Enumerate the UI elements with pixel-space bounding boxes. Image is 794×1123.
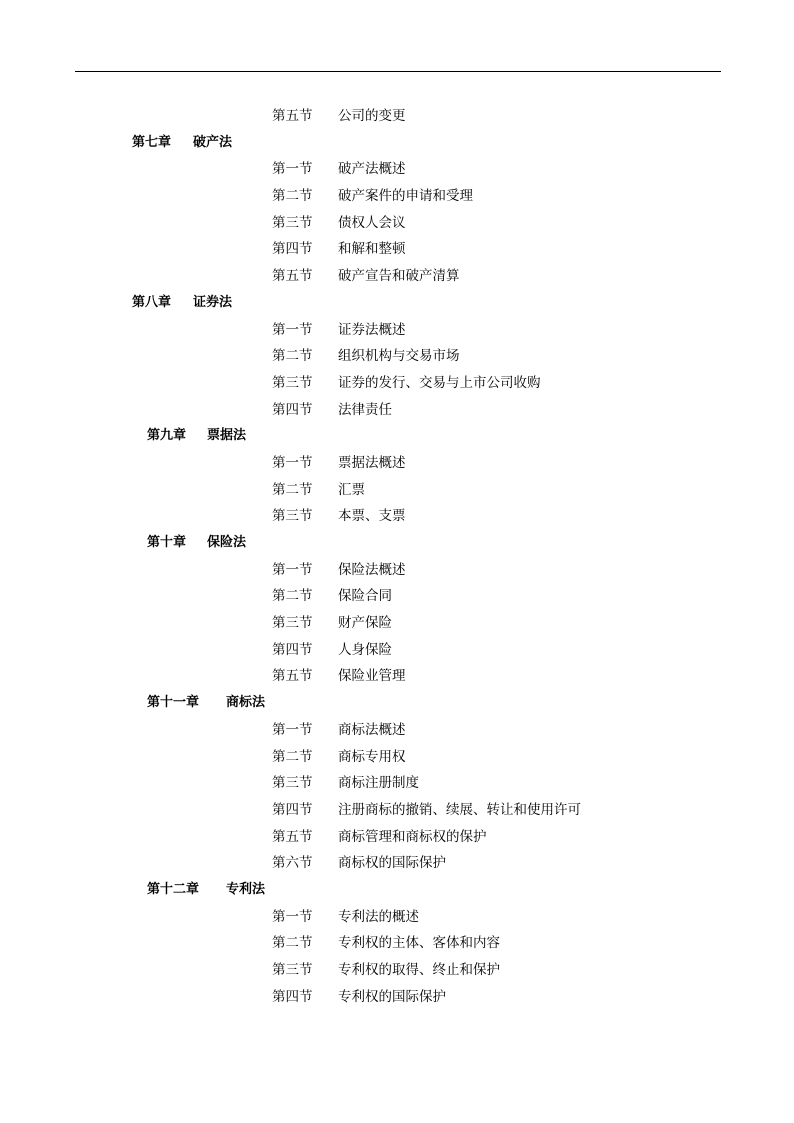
section-number: 第三节 [272, 615, 313, 632]
section-title: 破产案件的申请和受理 [338, 188, 473, 205]
chapter-title: 票据法 [207, 428, 247, 444]
chapter-number: 第八章 [132, 294, 172, 310]
section-number: 第二节 [272, 348, 313, 365]
chapter-heading [0, 421, 794, 448]
section-entry [0, 581, 794, 608]
section-title: 保险合同 [338, 588, 392, 605]
section-entry [0, 795, 794, 822]
section-entry [0, 715, 794, 742]
section-title: 证券法概述 [338, 321, 406, 338]
section-number: 第四节 [272, 988, 313, 1005]
section-entry [0, 181, 794, 208]
section-number: 第一节 [272, 721, 313, 738]
section-entry [0, 448, 794, 475]
section-entry [0, 234, 794, 261]
section-entry [0, 475, 794, 502]
chapter-title: 保险法 [207, 535, 247, 550]
section-title: 专利权的主体、客体和内容 [338, 935, 500, 952]
section-number: 第四节 [272, 241, 313, 258]
section-entry [0, 982, 794, 1009]
section-title: 商标专用权 [338, 748, 406, 765]
section-title: 专利权的取得、终止和保护 [338, 962, 500, 978]
section-number: 第二节 [272, 748, 313, 765]
section-title: 票据法概述 [338, 454, 406, 471]
chapter-title: 证券法 [193, 294, 233, 310]
chapter-title: 商标法 [226, 695, 266, 711]
chapter-heading [0, 128, 794, 155]
chapter-number: 第十二章 [147, 881, 200, 897]
section-number: 第五节 [272, 828, 313, 845]
section-number: 第二节 [272, 188, 313, 205]
chapter-title: 专利法 [226, 881, 266, 897]
section-number: 第五节 [272, 108, 313, 124]
section-title: 公司的变更 [338, 108, 406, 124]
section-number: 第三节 [272, 508, 313, 525]
chapter-heading [0, 528, 794, 555]
section-entry [0, 555, 794, 582]
chapter-number: 第十章 [147, 535, 187, 550]
section-title: 破产宣告和破产清算 [338, 268, 460, 285]
section-title: 保险业管理 [338, 668, 406, 685]
section-entry [0, 955, 794, 982]
chapter-number: 第七章 [132, 134, 172, 150]
section-entry [0, 742, 794, 769]
section-title: 汇票 [338, 481, 365, 498]
chapter-title: 破产法 [193, 134, 233, 150]
section-entry [0, 101, 794, 128]
section-entry [0, 368, 794, 395]
chapter-heading [0, 688, 794, 715]
section-title: 商标注册制度 [338, 775, 419, 792]
section-number: 第一节 [272, 161, 313, 178]
section-number: 第一节 [272, 454, 313, 471]
section-title: 本票、支票 [338, 508, 406, 525]
section-title: 专利法的概述 [338, 908, 419, 925]
section-number: 第三节 [272, 775, 313, 792]
section-entry [0, 315, 794, 342]
section-number: 第一节 [272, 321, 313, 338]
chapter-number: 第九章 [147, 428, 187, 444]
section-title: 注册商标的撤销、续展、转让和使用许可 [338, 801, 581, 818]
section-title: 组织机构与交易市场 [338, 348, 460, 365]
section-title: 商标权的国际保护 [338, 855, 446, 872]
section-title: 专利权的国际保护 [338, 988, 446, 1005]
section-number: 第四节 [272, 401, 313, 418]
table-of-contents [0, 101, 794, 1008]
section-number: 第一节 [272, 561, 313, 578]
section-number: 第五节 [272, 668, 313, 685]
section-title: 保险法概述 [338, 561, 406, 578]
section-number: 第一节 [272, 908, 313, 925]
section-title: 人身保险 [338, 641, 392, 658]
section-title: 证券的发行、交易与上市公司收购 [338, 374, 541, 391]
section-number: 第三节 [272, 962, 313, 978]
section-number: 第四节 [272, 641, 313, 658]
section-entry [0, 822, 794, 849]
chapter-heading [0, 875, 794, 902]
section-entry [0, 608, 794, 635]
section-entry [0, 635, 794, 662]
section-entry [0, 661, 794, 688]
section-entry [0, 902, 794, 929]
section-title: 债权人会议 [338, 214, 406, 231]
section-entry [0, 341, 794, 368]
section-title: 商标管理和商标权的保护 [338, 828, 487, 845]
section-entry [0, 501, 794, 528]
section-entry [0, 395, 794, 422]
chapter-heading [0, 288, 794, 315]
chapter-number: 第十一章 [147, 695, 200, 711]
header-rule [75, 71, 721, 72]
section-entry [0, 208, 794, 235]
section-number: 第二节 [272, 588, 313, 605]
section-number: 第二节 [272, 481, 313, 498]
section-entry [0, 261, 794, 288]
section-title: 财产保险 [338, 615, 392, 632]
section-entry [0, 154, 794, 181]
section-title: 破产法概述 [338, 161, 406, 178]
section-number: 第四节 [272, 801, 313, 818]
section-title: 商标法概述 [338, 721, 406, 738]
section-entry [0, 928, 794, 955]
section-number: 第六节 [272, 855, 313, 872]
section-title: 和解和整顿 [338, 241, 406, 258]
section-entry [0, 768, 794, 795]
section-entry [0, 848, 794, 875]
section-title: 法律责任 [338, 401, 392, 418]
section-number: 第三节 [272, 214, 313, 231]
section-number: 第二节 [272, 935, 313, 952]
section-number: 第五节 [272, 268, 313, 285]
section-number: 第三节 [272, 374, 313, 391]
